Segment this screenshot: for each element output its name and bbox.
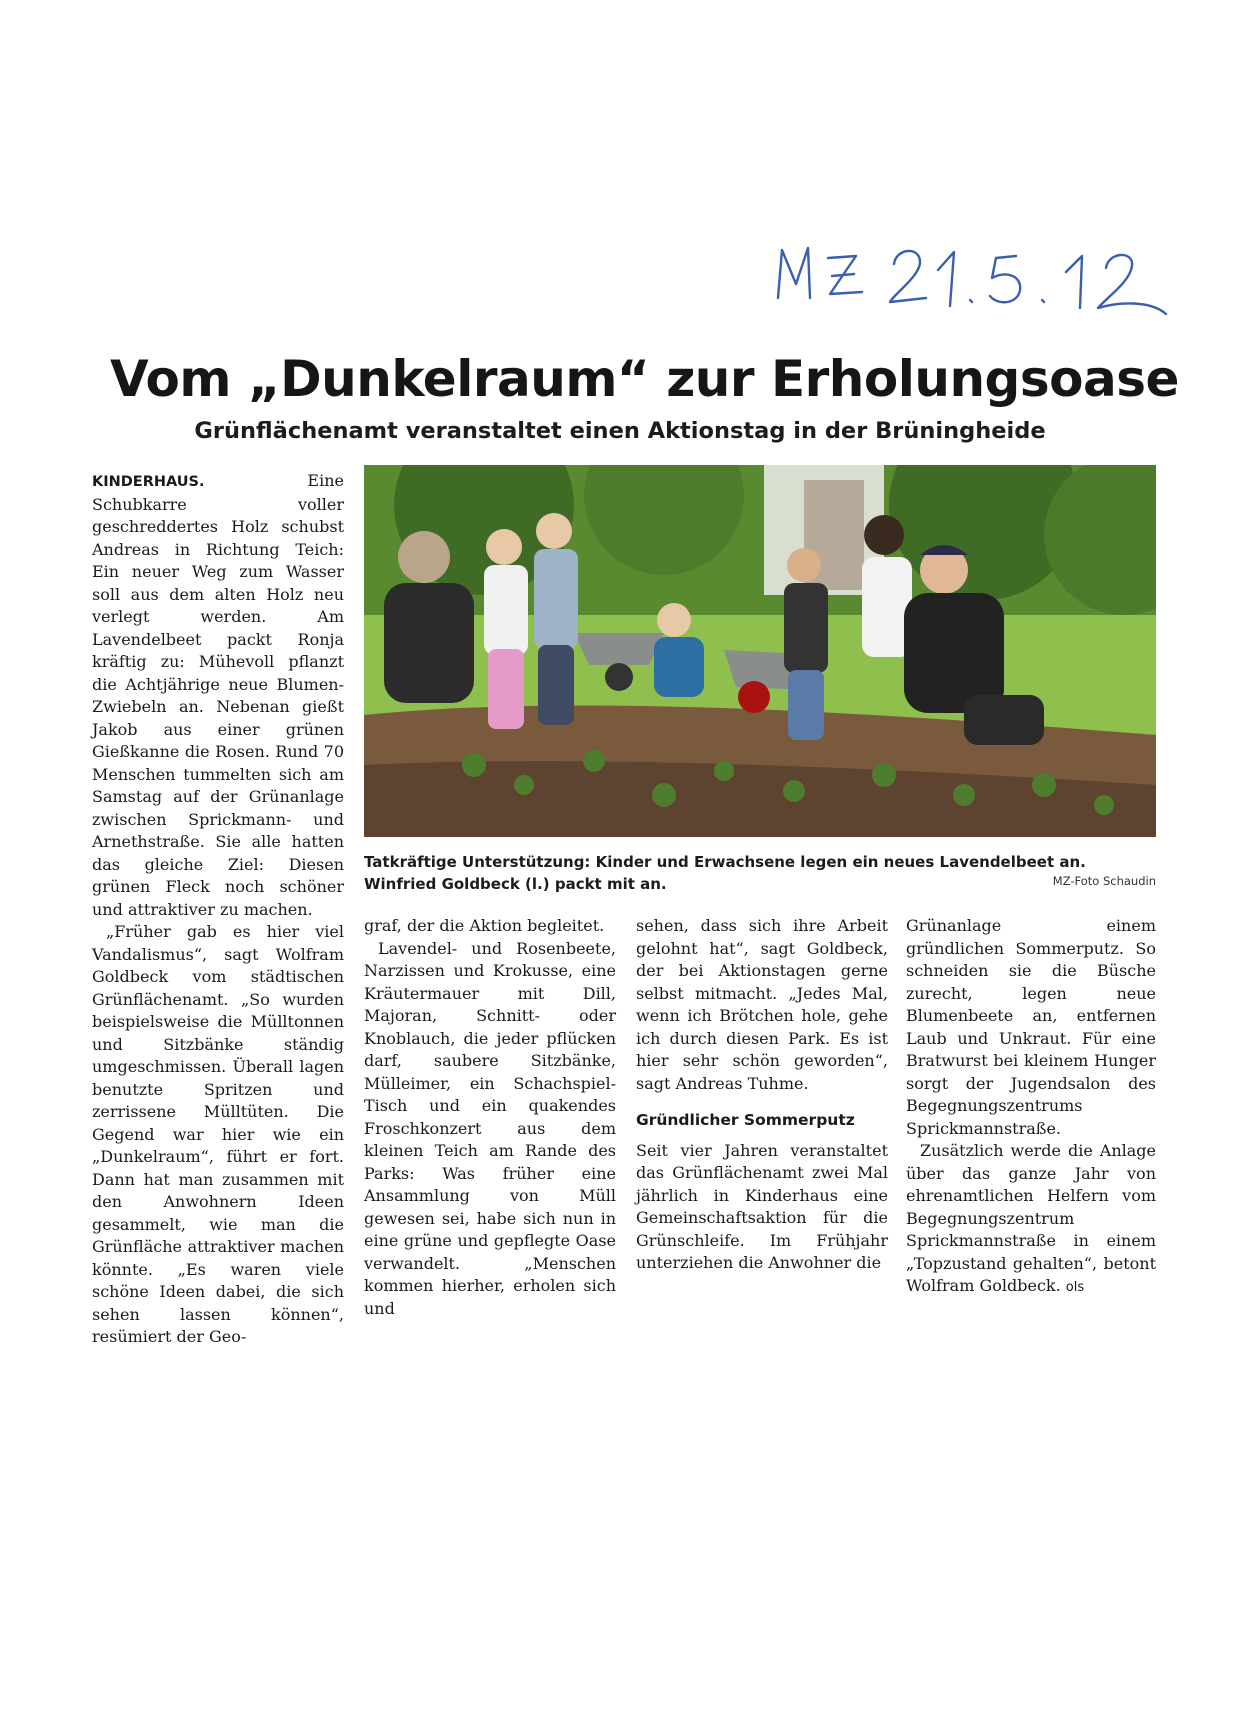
photo-credit: MZ-Foto Schaudin — [1052, 874, 1156, 888]
article-column-2 — [364, 915, 616, 1320]
author-byline: ols — [1065, 1280, 1085, 1295]
paragraph-text: Zusätzlich werde die Anlage über das ganze Jahr von ehrenamtlichen Helfern vom Begegnungszentrum Sprickmannstraße in einem „Topzustand gehalten“, betont Wolfram Goldbeck. — [906, 1141, 1156, 1295]
photo-caption: Tatkräftige Unterstützung: Kinder und Erwachsene legen ein neues Lavendelbeet an. Winfried Goldbeck (l.) packt mit an. — [364, 853, 1086, 893]
article-paragraph: Seit vier Jahren veranstaltet das Grünflächenamt zwei Mal jährlich in Kinderhaus eine Gemeinschaftsaktion für die Grünschleife. Im Frühjahr unterziehen die Anwohner die — [636, 1140, 888, 1272]
article-paragraph: Lavendel- und Rosenbeete, Narzissen und Krokusse, eine Kräutermauer mit Dill, Majoran, Schnitt- oder Knoblauch, die jeder pflücken darf, saubere Sitzbänke, Mülleimer, ein Schachspiel-Tisch und ein quakendes Froschkonzert aus dem kleinen Teich am Rande des Parks: Was früher eine Ansammlung von Müll gewesen sei, habe sich nun in eine grüne und gepflegte Oase verwandelt. „Menschen kommen hierher, erholen sich und — [364, 938, 616, 1318]
article-paragraph: sehen, dass sich ihre Arbeit gelohnt hat“, sagt Goldbeck, der bei Aktionstagen gerne selbst mitmacht. „Jedes Mal, wenn ich Brötchen hole, gehe ich durch diesen Park. Es ist hier sehr schön geworden“, sagt Andreas Tuhme. — [636, 916, 888, 1093]
article-paragraph: Grünanlage einem gründlichen Sommerputz. So schneiden sie die Büsche zurecht, legen neue Blumenbeete an, entfernen Laub und Unkraut. Für eine Bratwurst bei kleinem Hunger sorgt der Jugendsalon des Begegnungszentrums Sprickmannstraße. — [906, 916, 1156, 1138]
article-paragraph — [92, 470, 344, 921]
handwritten-date-mark — [770, 236, 1180, 320]
headline: Vom „Dunkelraum“ zur Erholungsoase — [110, 350, 1179, 408]
article-paragraph: graf, der die Aktion begleitet. — [364, 916, 605, 935]
article-column-4 — [906, 915, 1156, 1300]
subheadline: Grünflächenamt veranstaltet einen Aktionstag in der Brüningheide — [194, 418, 1046, 444]
article-paragraph — [906, 1140, 1156, 1300]
dateline: KINDERHAUS. — [92, 474, 205, 490]
photo-illustration — [364, 465, 1156, 837]
paragraph-text: Eine Schubkarre voller geschreddertes Holz schubst Andreas in Richtung Teich: Ein neuer Weg zum Wasser soll aus dem alten Holz neu verlegt werden. Am Lavendelbeet packt Ronja kräftig zu: Mühevoll pflanzt die Achtjährige neue Blumen-Zwiebeln an. Nebenan gießt Jakob aus einer grünen Gießkanne die Rosen. Rund 70 Menschen tummelten sich am Samstag auf der Grünanlage zwischen Sprickmann- und Arnethstraße. Sie alle hatten das gleiche Ziel: Diesen grünen Fleck noch schöner und attraktiver zu machen. — [92, 471, 344, 919]
article-column-3 — [636, 915, 888, 1275]
article-column-1 — [92, 470, 344, 1349]
article-photo — [364, 465, 1156, 837]
section-subheading: Gründlicher Sommerputz — [636, 1111, 855, 1129]
article-paragraph: „Früher gab es hier viel Vandalismus“, sagt Wolfram Goldbeck vom städtischen Grünflächenamt. „So wurden beispielsweise die Mülltonnen und Sitzbänke ständig umgeschmissen. Überall lagen benutzte Spritzen und zerrissene Mülltüten. Die Gegend war hier wie ein „Dunkelraum“, führt er fort. Dann hat man zusammen mit den Anwohnern Ideen gesammelt, wie man die Grünfläche attraktiver machen könnte. „Es waren viele schöne Ideen dabei, die sich sehen lassen können“, resümiert der Geo- — [92, 922, 344, 1346]
